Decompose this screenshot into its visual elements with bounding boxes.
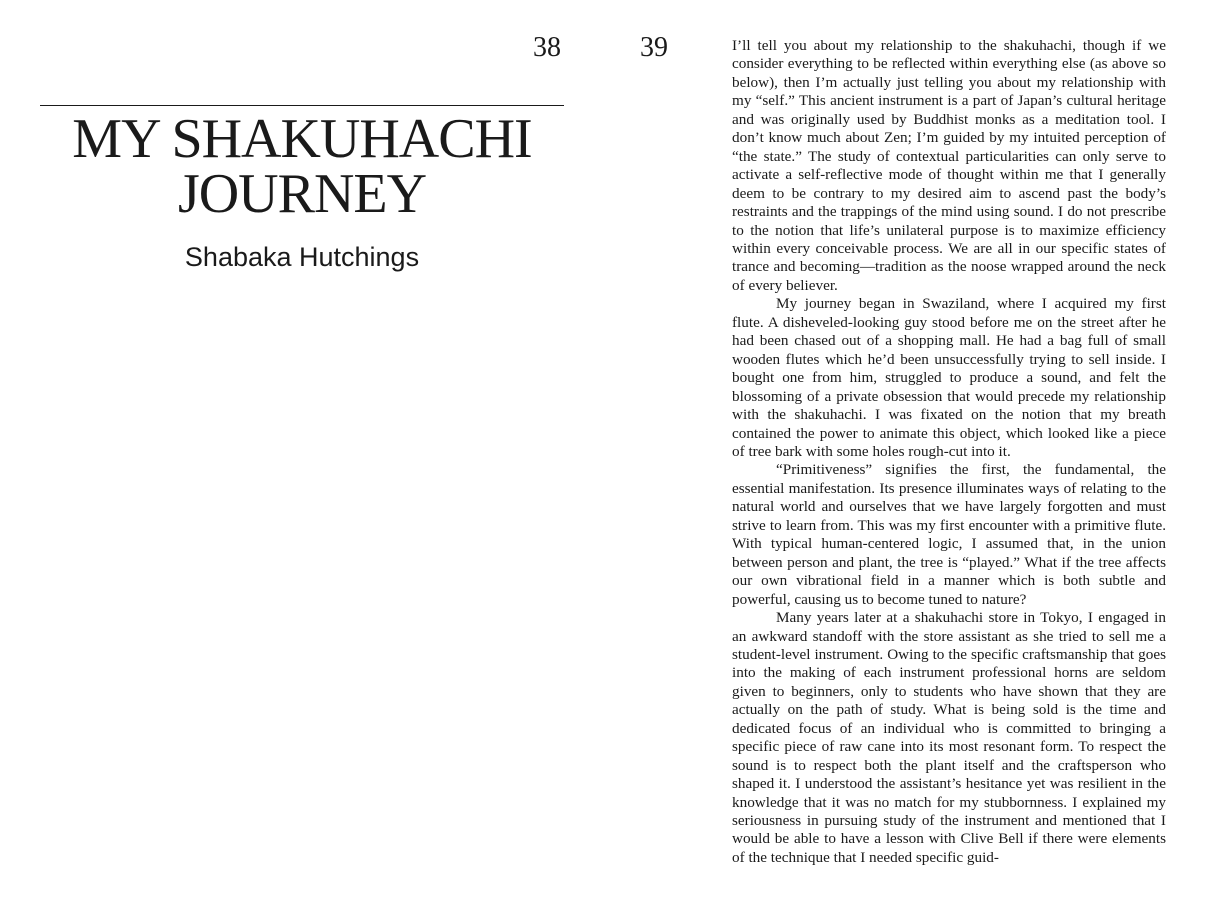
title-line-2: JOURNEY [177,163,427,225]
title-rule [40,105,564,106]
page-number-left: 38 [533,32,561,63]
author-name: Shabaka Hutchings [184,242,420,272]
paragraph-1: I’ll tell you about my relationship to the shakuhachi, though if we consider everything to be reflected within everything else (as above so below), then I’m actually just telling you about my relationship with my “self.” This ancient instrument is a part of Japan’s cultural heritage and was originally used by Buddhist monks as a meditation tool. I don’t know much about Zen; I’m guided by my intuited perception of “the state.” The study of contextual particularities can only serve to activate a self-reflective mode of thought within me that I generally deem to be contrary to my desired aim to ascend past the body’s restraints and the trappings of the mind using sound. I do not prescribe to the notion that life’s unilateral purpose is to maximize efficiency within every conceivable process. We are all in our specific states of trance and becoming—tradition as the noose wrapped around the neck of every believer. [732,37,1166,294]
paragraph-3: “Primitiveness” signifies the first, the fundamental, the essential manifestation. Its presence illuminates ways of relating to the natural world and ourselves that we have largely forgotten and must strive to learn from. This was my first encounter with a primitive flute. With typical human-centered logic, I assumed that, in the union between person and plant, the tree is “played.” What if the tree affects our own vibrational field in a manner which is both subtle and powerful, causing us to become tuned to nature? [732,461,1166,608]
paragraph-4: Many years later at a shakuhachi store in Tokyo, I engaged in an awkward standoff with the store assistant as she tried to sell me a student-level instrument. Owing to the specific craftsmanship that goes into the making of each instrument professional horns are seldom given to beginners, only to students who have shown that they are actually on the path of study. What is being sold is the time and dedicated focus of an individual who is committed to bringing a specific piece of raw cane into its most resonant form. To respect the sound is to respect both the plant itself and the craftsperson who shaped it. I understood the assistant’s hesitance yet was resilient in the knowledge that it was no match for my stubbornness. I explained my seriousness in pursuing study of the instrument and mentioned that I would be able to have a lesson with Clive Bell if there were elements of the technique that I needed specific guid- [732,609,1166,866]
article-title [40,108,564,225]
page-number-right: 39 [640,32,668,63]
body-text [732,37,1166,867]
title-line-1: MY SHAKUHACHI [72,108,532,170]
paragraph-2: My journey began in Swaziland, where I acquired my first flute. A disheveled-looking guy stood before me on the street after he had been chased out of a shopping mall. He had a bag full of small wooden flutes which he’d been unsuccessfully trying to sell inside. I bought one from him, struggled to produce a sound, and felt the blossoming of a private obsession that would precede my relationship with the shakuhachi. I was fixated on the notion that my breath contained the power to animate this object, which looked like a piece of tree bark with some holes rough-cut into it. [732,295,1166,460]
